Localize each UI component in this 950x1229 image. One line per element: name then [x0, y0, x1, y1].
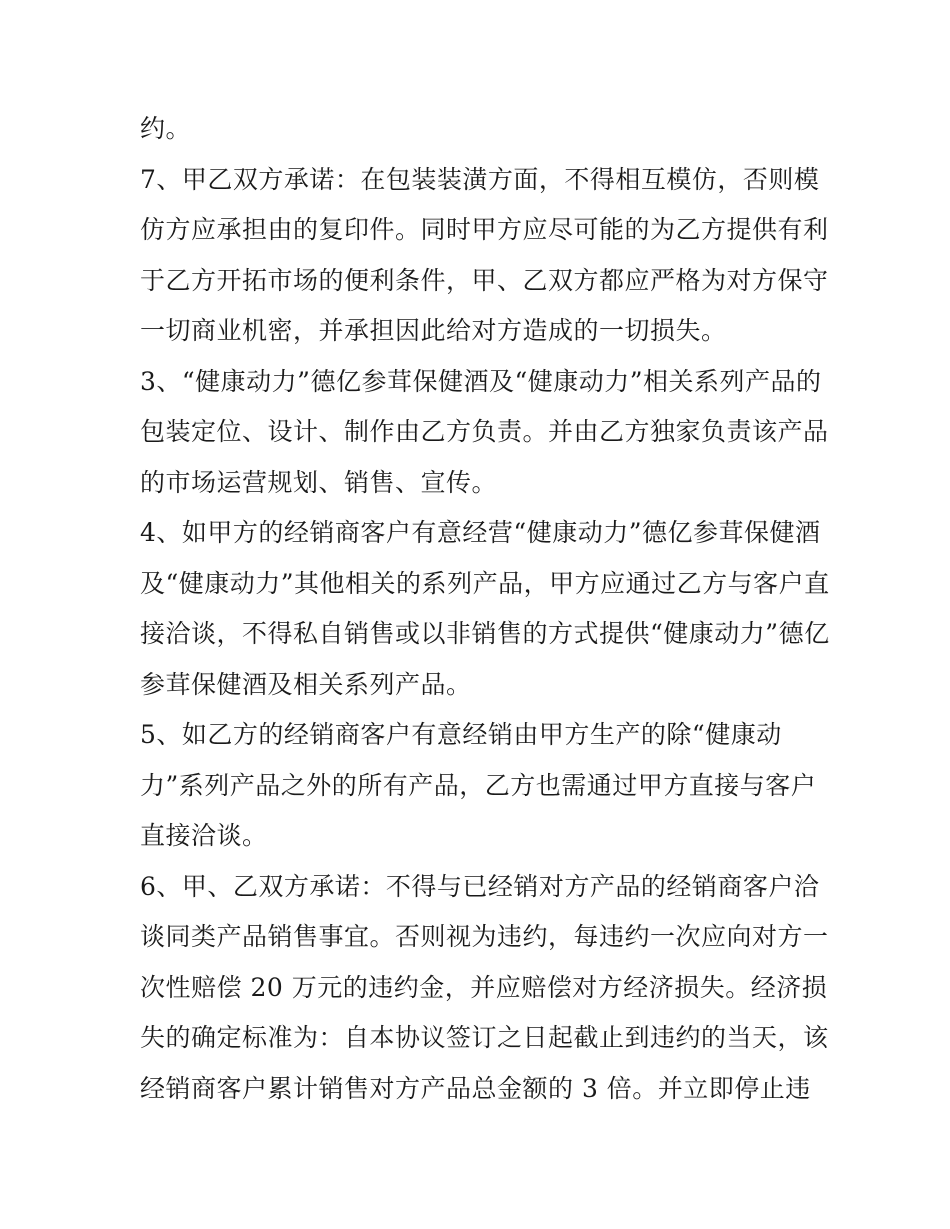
text-line: 7、甲乙双方承诺：在包装装潢方面，不得相互模仿，否则模 — [140, 164, 820, 194]
text-line: 直接洽谈。 — [140, 821, 268, 850]
text-line: 约。 — [140, 114, 192, 143]
text-line: 于乙方开拓市场的便利条件，甲、乙双方都应严格为对方保守 — [140, 265, 829, 295]
text-line: 接洽谈，不得私自销售或以非销售的方式提供“健康动力”德亿 — [140, 619, 830, 648]
text-line: 一切商业机密，并承担因此给对方造成的一切损失。 — [140, 316, 727, 345]
text-line: 参茸保健酒及相关系列产品。 — [140, 669, 472, 699]
text-line: 的市场运营规划、销售、宣传。 — [140, 467, 498, 497]
text-line: 失的确定标准为：自本协议签订之日起截止到违约的当天，该 — [140, 1023, 829, 1052]
text-line: 及“健康动力”其他相关的系列产品，甲方应通过乙方与客户直 — [140, 568, 830, 598]
contract-text — [140, 104, 830, 1114]
text-line: 5、如乙方的经销商客户有意经销由甲方生产的除“健康动 — [140, 720, 782, 749]
text-line: 谈同类产品销售事宜。否则视为违约，每违约一次应向对方一 — [140, 922, 829, 951]
text-line: 3、“健康动力”德亿参茸保健酒及“健康动力”相关系列产品的 — [140, 366, 822, 396]
text-line: 4、如甲方的经销商客户有意经营“健康动力”德亿参茸保健酒 — [140, 518, 821, 547]
text-line: 仿方应承担由的复印件。同时甲方应尽可能的为乙方提供有利 — [140, 215, 829, 244]
text-line: 次性赔偿 20 万元的违约金，并应赔偿对方经济损失。经济损 — [140, 972, 828, 1002]
text-line: 力”系列产品之外的所有产品，乙方也需通过甲方直接与客户 — [140, 770, 817, 800]
text-line: 6、甲、乙双方承诺：不得与已经销对方产品的经销商客户洽 — [140, 871, 820, 901]
text-line: 包装定位、设计、制作由乙方负责。并由乙方独家负责该产品 — [140, 417, 829, 446]
text-line: 经销商客户累计销售对方产品总金额的 3 倍。并立即停止违 — [140, 1073, 811, 1103]
